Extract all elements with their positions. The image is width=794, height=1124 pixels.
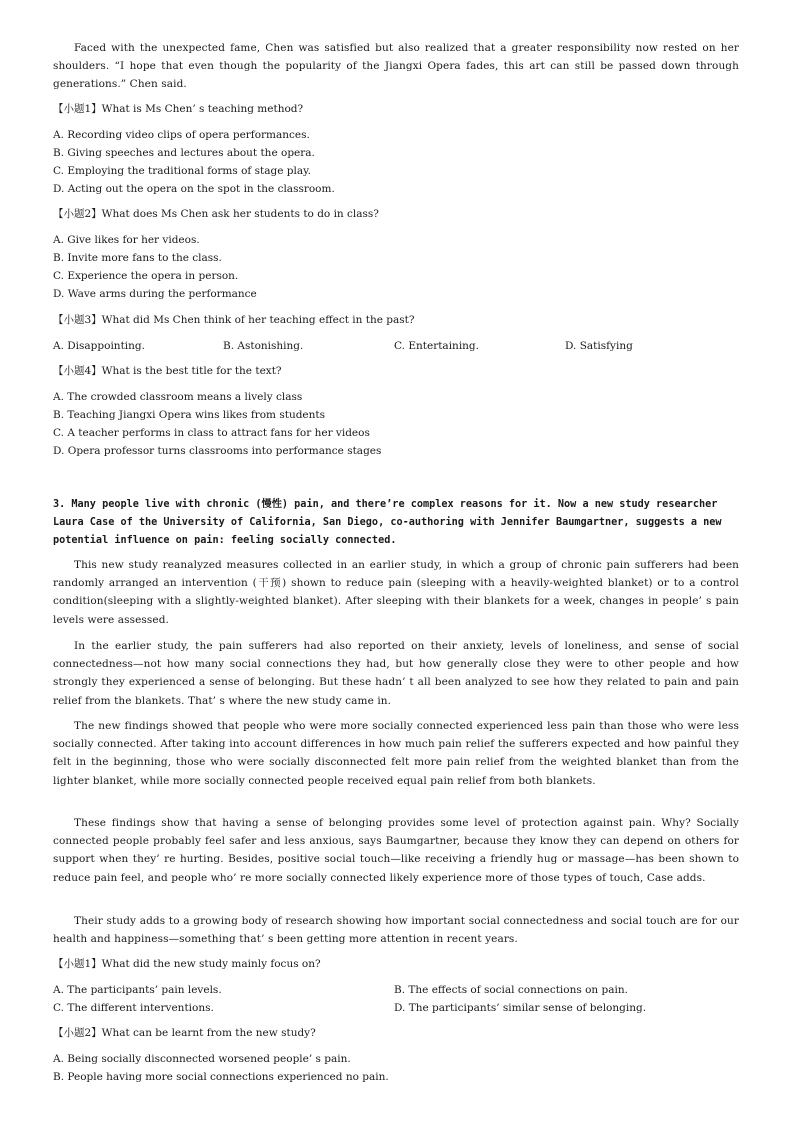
passage-3-paragraph-5: Their study adds to a growing body of research showing how important social connectedness and social touch are for our health and happiness—something that’ s been getting more attention in recent years. <box>53 915 739 946</box>
question-2-option-b: B. Invite more fans to the class. <box>53 252 222 264</box>
intro-paragraph: Faced with the unexpected fame, Chen was satisfied but also realized that a greater responsibility now rested on her shoulders. “I hope that even though the popularity of the Jiangxi Opera fades, this art can still be passed down through generations.” Chen said. <box>53 42 739 91</box>
question-5-option-d: D. The participants’ similar sense of belonging. <box>394 1002 647 1014</box>
question-3-option-d: D. Satisfying <box>565 340 633 352</box>
question-5-label: 【小题1】What did the new study mainly focus on? <box>53 958 321 970</box>
question-3-option-b: B. Astonishing. <box>223 340 304 352</box>
question-1-option-a: A. Recording video clips of opera performances. <box>53 129 310 141</box>
question-2-label: 【小题2】What does Ms Chen ask her students to do in class? <box>53 208 379 220</box>
passage-3-paragraph-3: The new findings showed that people who were more socially connected experienced less pain than those who were less socially connected. After taking into account differences in how much pain relief the sufferers expected and how painful they felt in the beginning, those who were socially disconnected felt more pain relief from the weighted blanket than from the lighter blanket, while more socially connected people received equal pain relief from both blankets. <box>53 720 739 787</box>
question-1-label: 【小题1】What is Ms Chen’ s teaching method? <box>53 103 304 115</box>
question-6-label: 【小题2】What can be learnt from the new study? <box>53 1027 316 1039</box>
question-3-option-c: C. Entertaining. <box>394 340 479 352</box>
question-4-option-c: C. A teacher performs in class to attract fans for her videos <box>53 427 370 439</box>
question-5-option-a: A. The participants’ pain levels. <box>53 984 222 996</box>
question-4-option-a: A. The crowded classroom means a lively class <box>53 391 303 403</box>
question-1-option-d: D. Acting out the opera on the spot in the classroom. <box>53 183 335 195</box>
passage-3-paragraph-1: This new study reanalyzed measures collected in an earlier study, in which a group of chronic pain sufferers had been randomly arranged an intervention (干预) shown to reduce pain (sleeping with a heavily-weighted blanket) or to a control condition(sleeping with a slightly-weighted blanket). After sleeping with their blankets for a week, changes in people’ s pain levels were assessed. <box>53 559 739 626</box>
question-1-option-b: B. Giving speeches and lectures about the opera. <box>53 147 315 159</box>
question-6-option-b: B. People having more social connections experienced no pain. <box>53 1071 389 1083</box>
question-1-option-c: C. Employing the traditional forms of stage play. <box>53 165 312 177</box>
question-2-option-a: A. Give likes for her videos. <box>53 234 200 246</box>
passage-3-paragraph-2: In the earlier study, the pain sufferers had also reported on their anxiety, levels of loneliness, and sense of social connectedness—not how many social connections they had, but how generally close they were to other people and how strongly they experienced a sense of belonging. But these hadn’ t all been analyzed to see how they related to pain and pain relief from the blankets. That’ s where the new study came in. <box>53 640 739 707</box>
question-5-option-b: B. The effects of social connections on pain. <box>394 984 628 996</box>
question-5-option-c: C. The different interventions. <box>53 1002 214 1014</box>
question-4-label: 【小题4】What is the best title for the text? <box>53 365 282 377</box>
question-4-option-d: D. Opera professor turns classrooms into performance stages <box>53 445 382 457</box>
question-4-option-b: B. Teaching Jiangxi Opera wins likes from students <box>53 409 326 421</box>
question-3-label: 【小题3】What did Ms Chen think of her teaching effect in the past? <box>53 314 415 326</box>
question-2-option-c: C. Experience the opera in person. <box>53 270 239 282</box>
question-6-option-a: A. Being socially disconnected worsened people’ s pain. <box>53 1053 351 1065</box>
passage-3-intro: 3. Many people live with chronic (慢性) pain, and there’re complex reasons for it. Now a new study researcher Laura Case of the University of California, San Diego, co-authoring with Jennifer Baumgartner, suggests a new potential influence on pain: feeling socially connected. <box>53 499 722 547</box>
passage-3-paragraph-4: These findings show that having a sense of belonging provides some level of protection against pain. Why? Socially connected people probably feel safer and less anxious, says Baumgartner, because they know they can depend on others for support when they’ re hurting. Besides, positive social touch—like receiving a friendly hug or massage—has been shown to reduce pain feel, and people who’ re more socially connected likely experience more of those types of touch, Case adds. <box>53 817 739 884</box>
question-2-option-d: D. Wave arms during the performance <box>53 288 257 300</box>
question-3-option-a: A. Disappointing. <box>53 340 145 352</box>
